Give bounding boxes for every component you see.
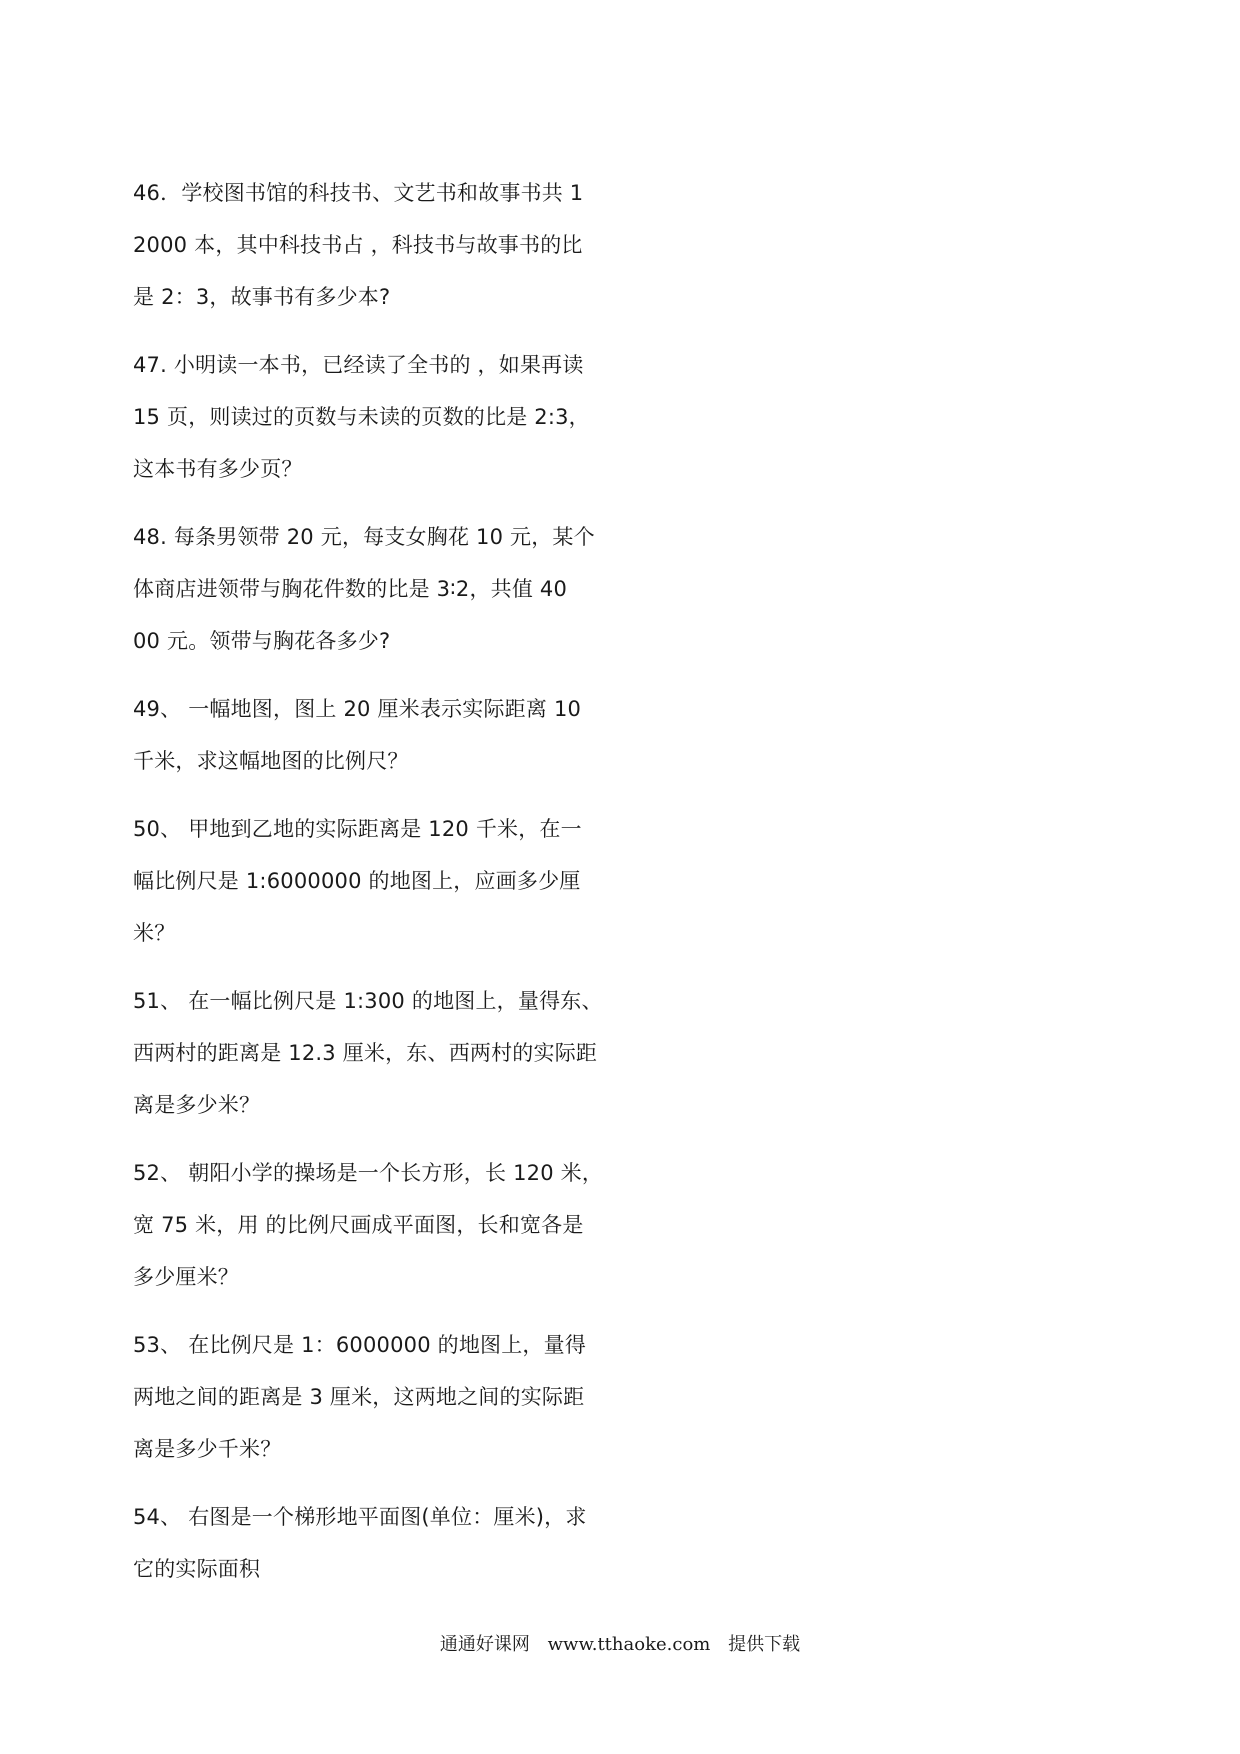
problem-line: 53、 在比例尺是 1：6000000 的地图上，量得 [133, 1333, 587, 1357]
problem-line: 00 元。领带与胸花各多少? [133, 629, 391, 653]
problem-line: 52、 朝阳小学的操场是一个长方形，长 120 米， [133, 1161, 604, 1185]
footer-site-name: 通通好课网 [439, 1634, 530, 1655]
problem-48 [133, 511, 613, 667]
problem-line: 46．学校图书馆的科技书、文艺书和故事书共 1 [133, 181, 584, 205]
problem-52 [133, 1147, 613, 1303]
problem-47 [133, 339, 613, 495]
problem-line: 它的实际面积 [133, 1557, 261, 1581]
problem-line: 50、 甲地到乙地的实际距离是 120 千米，在一 [133, 817, 582, 841]
problem-51 [133, 975, 613, 1131]
problem-49 [133, 683, 613, 787]
problem-line: 48. 每条男领带 20 元，每支女胸花 10 元，某个 [133, 525, 595, 549]
problem-line: 是 2：3，故事书有多少本? [133, 285, 391, 309]
footer-download-text: 提供下载 [728, 1634, 801, 1655]
problem-line: 米？ [133, 921, 176, 945]
problem-50 [133, 803, 613, 959]
problem-54 [133, 1491, 613, 1595]
problem-line: 两地之间的距离是 3 厘米，这两地之间的实际距 [133, 1385, 585, 1409]
problem-line: 离是多少米？ [133, 1093, 261, 1117]
problem-line: 15 页，则读过的页数与未读的页数的比是 2:3， [133, 405, 590, 429]
footer-url-link[interactable]: www.tthaoke.com [547, 1634, 711, 1655]
problem-line: 51、 在一幅比例尺是 1:300 的地图上，量得东、 [133, 989, 603, 1013]
problem-line: 千米，求这幅地图的比例尺？ [133, 749, 409, 773]
problem-line: 宽 75 米，用 的比例尺画成平面图，长和宽各是 [133, 1213, 584, 1237]
page-footer [0, 1630, 1240, 1656]
problem-list [133, 167, 613, 1595]
problem-line: 西两村的距离是 12.3 厘米，东、西两村的实际距 [133, 1041, 598, 1065]
problem-46 [133, 167, 613, 323]
problem-53 [133, 1319, 613, 1475]
problem-line: 幅比例尺是 1:6000000 的地图上，应画多少厘 [133, 869, 581, 893]
problem-line: 49、 一幅地图，图上 20 厘米表示实际距离 10 [133, 697, 582, 721]
problem-line: 2000 本，其中科技书占 ，科技书与故事书的比 [133, 233, 583, 257]
problem-line: 多少厘米？ [133, 1265, 239, 1289]
problem-line: 54、 右图是一个梯形地平面图(单位：厘米)，求 [133, 1505, 587, 1529]
problem-line: 这本书有多少页？ [133, 457, 303, 481]
problem-line: 体商店进领带与胸花件数的比是 3∶2，共值 40 [133, 577, 568, 601]
problem-line: 47. 小明读一本书，已经读了全书的 ，如果再读 [133, 353, 584, 377]
problem-line: 离是多少千米？ [133, 1437, 282, 1461]
